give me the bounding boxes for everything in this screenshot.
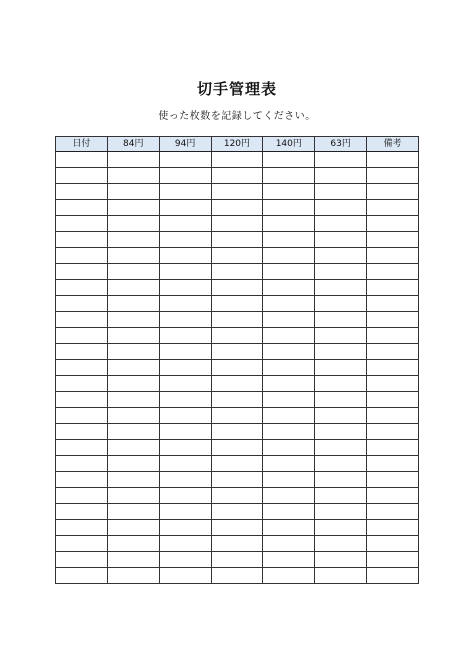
cell-120yen[interactable] <box>211 456 263 472</box>
cell-140yen[interactable] <box>263 216 315 232</box>
table-row <box>56 504 419 520</box>
cell-63yen[interactable] <box>315 376 367 392</box>
table-row <box>56 424 419 440</box>
cell-140yen[interactable] <box>263 568 315 584</box>
cell-date[interactable] <box>56 232 108 248</box>
cell-63yen[interactable] <box>315 536 367 552</box>
cell-date[interactable] <box>56 488 108 504</box>
cell-120yen[interactable] <box>211 168 263 184</box>
cell-140yen[interactable] <box>263 344 315 360</box>
cell-120yen[interactable] <box>211 264 263 280</box>
cell-date[interactable] <box>56 392 108 408</box>
cell-84yen[interactable] <box>107 520 159 536</box>
cell-120yen[interactable] <box>211 376 263 392</box>
cell-140yen[interactable] <box>263 488 315 504</box>
cell-84yen[interactable] <box>107 424 159 440</box>
cell-140yen[interactable] <box>263 392 315 408</box>
cell-notes[interactable] <box>367 504 419 520</box>
cell-date[interactable] <box>56 552 108 568</box>
cell-140yen[interactable] <box>263 472 315 488</box>
cell-120yen[interactable] <box>211 184 263 200</box>
cell-84yen[interactable] <box>107 488 159 504</box>
cell-84yen[interactable] <box>107 552 159 568</box>
table-row <box>56 472 419 488</box>
cell-84yen[interactable] <box>107 312 159 328</box>
column-header-date: 日付 <box>56 137 108 152</box>
cell-date[interactable] <box>56 280 108 296</box>
cell-63yen[interactable] <box>315 168 367 184</box>
cell-63yen[interactable] <box>315 200 367 216</box>
cell-notes[interactable] <box>367 392 419 408</box>
cell-140yen[interactable] <box>263 552 315 568</box>
table-row <box>56 408 419 424</box>
cell-84yen[interactable] <box>107 536 159 552</box>
cell-date[interactable] <box>56 504 108 520</box>
cell-notes[interactable] <box>367 360 419 376</box>
cell-notes[interactable] <box>367 296 419 312</box>
cell-84yen[interactable] <box>107 376 159 392</box>
cell-120yen[interactable] <box>211 152 263 168</box>
table-row <box>56 376 419 392</box>
cell-date[interactable] <box>56 456 108 472</box>
column-header-63yen: 63円 <box>315 137 367 152</box>
cell-94yen[interactable] <box>159 520 211 536</box>
cell-94yen[interactable] <box>159 472 211 488</box>
cell-140yen[interactable] <box>263 232 315 248</box>
cell-84yen[interactable] <box>107 296 159 312</box>
cell-120yen[interactable] <box>211 568 263 584</box>
cell-63yen[interactable] <box>315 488 367 504</box>
cell-94yen[interactable] <box>159 200 211 216</box>
cell-notes[interactable] <box>367 328 419 344</box>
cell-63yen[interactable] <box>315 360 367 376</box>
cell-date[interactable] <box>56 216 108 232</box>
table-row <box>56 488 419 504</box>
cell-notes[interactable] <box>367 424 419 440</box>
table-row <box>56 296 419 312</box>
cell-84yen[interactable] <box>107 184 159 200</box>
cell-94yen[interactable] <box>159 264 211 280</box>
cell-84yen[interactable] <box>107 232 159 248</box>
table-row <box>56 360 419 376</box>
table-row <box>56 440 419 456</box>
cell-63yen[interactable] <box>315 328 367 344</box>
cell-notes[interactable] <box>367 376 419 392</box>
cell-date[interactable] <box>56 184 108 200</box>
table-row <box>56 456 419 472</box>
cell-94yen[interactable] <box>159 360 211 376</box>
table-row <box>56 552 419 568</box>
cell-notes[interactable] <box>367 312 419 328</box>
cell-date[interactable] <box>56 520 108 536</box>
table-row <box>56 568 419 584</box>
cell-94yen[interactable] <box>159 392 211 408</box>
cell-120yen[interactable] <box>211 296 263 312</box>
table-header-row <box>56 137 419 152</box>
cell-63yen[interactable] <box>315 456 367 472</box>
cell-120yen[interactable] <box>211 488 263 504</box>
cell-94yen[interactable] <box>159 552 211 568</box>
cell-94yen[interactable] <box>159 232 211 248</box>
table-row <box>56 520 419 536</box>
cell-140yen[interactable] <box>263 200 315 216</box>
cell-63yen[interactable] <box>315 248 367 264</box>
cell-notes[interactable] <box>367 488 419 504</box>
column-header-notes: 備考 <box>367 137 419 152</box>
stamp-ledger-table <box>55 136 419 584</box>
cell-120yen[interactable] <box>211 232 263 248</box>
cell-84yen[interactable] <box>107 456 159 472</box>
cell-date[interactable] <box>56 296 108 312</box>
cell-120yen[interactable] <box>211 472 263 488</box>
table-row <box>56 536 419 552</box>
cell-63yen[interactable] <box>315 408 367 424</box>
cell-63yen[interactable] <box>315 504 367 520</box>
cell-63yen[interactable] <box>315 552 367 568</box>
cell-120yen[interactable] <box>211 408 263 424</box>
cell-140yen[interactable] <box>263 264 315 280</box>
cell-63yen[interactable] <box>315 152 367 168</box>
table-row <box>56 168 419 184</box>
cell-140yen[interactable] <box>263 168 315 184</box>
cell-120yen[interactable] <box>211 200 263 216</box>
cell-94yen[interactable] <box>159 408 211 424</box>
cell-63yen[interactable] <box>315 280 367 296</box>
cell-94yen[interactable] <box>159 504 211 520</box>
cell-63yen[interactable] <box>315 184 367 200</box>
cell-date[interactable] <box>56 152 108 168</box>
cell-120yen[interactable] <box>211 360 263 376</box>
cell-date[interactable] <box>56 376 108 392</box>
page-title: 切手管理表 <box>196 80 277 98</box>
cell-date[interactable] <box>56 440 108 456</box>
cell-date[interactable] <box>56 344 108 360</box>
cell-84yen[interactable] <box>107 472 159 488</box>
cell-63yen[interactable] <box>315 216 367 232</box>
cell-date[interactable] <box>56 408 108 424</box>
cell-120yen[interactable] <box>211 392 263 408</box>
table-row <box>56 280 419 296</box>
cell-120yen[interactable] <box>211 440 263 456</box>
cell-notes[interactable] <box>367 200 419 216</box>
cell-notes[interactable] <box>367 552 419 568</box>
cell-94yen[interactable] <box>159 456 211 472</box>
cell-120yen[interactable] <box>211 216 263 232</box>
cell-84yen[interactable] <box>107 392 159 408</box>
cell-date[interactable] <box>56 424 108 440</box>
cell-140yen[interactable] <box>263 360 315 376</box>
cell-94yen[interactable] <box>159 248 211 264</box>
cell-94yen[interactable] <box>159 536 211 552</box>
cell-84yen[interactable] <box>107 248 159 264</box>
cell-140yen[interactable] <box>263 184 315 200</box>
cell-94yen[interactable] <box>159 296 211 312</box>
cell-140yen[interactable] <box>263 536 315 552</box>
cell-94yen[interactable] <box>159 152 211 168</box>
cell-140yen[interactable] <box>263 312 315 328</box>
cell-63yen[interactable] <box>315 264 367 280</box>
table-row <box>56 232 419 248</box>
table-row <box>56 216 419 232</box>
cell-date[interactable] <box>56 328 108 344</box>
cell-84yen[interactable] <box>107 264 159 280</box>
cell-120yen[interactable] <box>211 344 263 360</box>
cell-notes[interactable] <box>367 216 419 232</box>
cell-84yen[interactable] <box>107 280 159 296</box>
cell-notes[interactable] <box>367 184 419 200</box>
cell-84yen[interactable] <box>107 408 159 424</box>
cell-63yen[interactable] <box>315 392 367 408</box>
cell-120yen[interactable] <box>211 520 263 536</box>
cell-120yen[interactable] <box>211 280 263 296</box>
cell-140yen[interactable] <box>263 328 315 344</box>
cell-63yen[interactable] <box>315 472 367 488</box>
cell-84yen[interactable] <box>107 168 159 184</box>
cell-notes[interactable] <box>367 168 419 184</box>
cell-date[interactable] <box>56 312 108 328</box>
cell-notes[interactable] <box>367 248 419 264</box>
cell-84yen[interactable] <box>107 360 159 376</box>
cell-94yen[interactable] <box>159 168 211 184</box>
cell-63yen[interactable] <box>315 424 367 440</box>
instruction-text: 使った枚数を記録してください。 <box>158 111 316 122</box>
cell-63yen[interactable] <box>315 296 367 312</box>
column-header-94yen: 94円 <box>159 137 211 152</box>
cell-notes[interactable] <box>367 264 419 280</box>
cell-84yen[interactable] <box>107 328 159 344</box>
cell-notes[interactable] <box>367 536 419 552</box>
table-row <box>56 248 419 264</box>
cell-120yen[interactable] <box>211 504 263 520</box>
cell-notes[interactable] <box>367 344 419 360</box>
cell-120yen[interactable] <box>211 248 263 264</box>
cell-140yen[interactable] <box>263 504 315 520</box>
cell-date[interactable] <box>56 568 108 584</box>
cell-63yen[interactable] <box>315 232 367 248</box>
cell-120yen[interactable] <box>211 552 263 568</box>
cell-notes[interactable] <box>367 456 419 472</box>
cell-63yen[interactable] <box>315 440 367 456</box>
cell-date[interactable] <box>56 200 108 216</box>
cell-notes[interactable] <box>367 568 419 584</box>
cell-date[interactable] <box>56 536 108 552</box>
cell-date[interactable] <box>56 264 108 280</box>
cell-140yen[interactable] <box>263 152 315 168</box>
cell-140yen[interactable] <box>263 456 315 472</box>
table-row <box>56 152 419 168</box>
cell-notes[interactable] <box>367 440 419 456</box>
cell-120yen[interactable] <box>211 328 263 344</box>
cell-84yen[interactable] <box>107 152 159 168</box>
table-row <box>56 312 419 328</box>
cell-notes[interactable] <box>367 472 419 488</box>
table-row <box>56 200 419 216</box>
table-row <box>56 392 419 408</box>
cell-63yen[interactable] <box>315 520 367 536</box>
cell-140yen[interactable] <box>263 424 315 440</box>
cell-94yen[interactable] <box>159 216 211 232</box>
cell-notes[interactable] <box>367 152 419 168</box>
cell-84yen[interactable] <box>107 200 159 216</box>
cell-94yen[interactable] <box>159 376 211 392</box>
table-row <box>56 184 419 200</box>
cell-94yen[interactable] <box>159 344 211 360</box>
cell-84yen[interactable] <box>107 344 159 360</box>
cell-notes[interactable] <box>367 232 419 248</box>
cell-notes[interactable] <box>367 408 419 424</box>
cell-94yen[interactable] <box>159 184 211 200</box>
column-header-84yen: 84円 <box>107 137 159 152</box>
cell-94yen[interactable] <box>159 328 211 344</box>
cell-140yen[interactable] <box>263 376 315 392</box>
cell-120yen[interactable] <box>211 536 263 552</box>
table-row <box>56 328 419 344</box>
cell-140yen[interactable] <box>263 520 315 536</box>
cell-140yen[interactable] <box>263 440 315 456</box>
cell-94yen[interactable] <box>159 488 211 504</box>
column-header-120yen: 120円 <box>211 137 263 152</box>
cell-63yen[interactable] <box>315 344 367 360</box>
cell-94yen[interactable] <box>159 568 211 584</box>
cell-notes[interactable] <box>367 280 419 296</box>
cell-140yen[interactable] <box>263 408 315 424</box>
cell-date[interactable] <box>56 472 108 488</box>
cell-date[interactable] <box>56 360 108 376</box>
cell-140yen[interactable] <box>263 248 315 264</box>
cell-94yen[interactable] <box>159 280 211 296</box>
cell-date[interactable] <box>56 168 108 184</box>
table-row <box>56 264 419 280</box>
cell-120yen[interactable] <box>211 312 263 328</box>
table-row <box>56 344 419 360</box>
cell-63yen[interactable] <box>315 568 367 584</box>
cell-84yen[interactable] <box>107 216 159 232</box>
cell-140yen[interactable] <box>263 296 315 312</box>
table-body <box>56 152 419 584</box>
cell-notes[interactable] <box>367 520 419 536</box>
cell-94yen[interactable] <box>159 440 211 456</box>
column-header-140yen: 140円 <box>263 137 315 152</box>
cell-84yen[interactable] <box>107 504 159 520</box>
cell-120yen[interactable] <box>211 424 263 440</box>
cell-140yen[interactable] <box>263 280 315 296</box>
cell-84yen[interactable] <box>107 568 159 584</box>
cell-94yen[interactable] <box>159 424 211 440</box>
cell-63yen[interactable] <box>315 312 367 328</box>
cell-94yen[interactable] <box>159 312 211 328</box>
cell-date[interactable] <box>56 248 108 264</box>
cell-84yen[interactable] <box>107 440 159 456</box>
